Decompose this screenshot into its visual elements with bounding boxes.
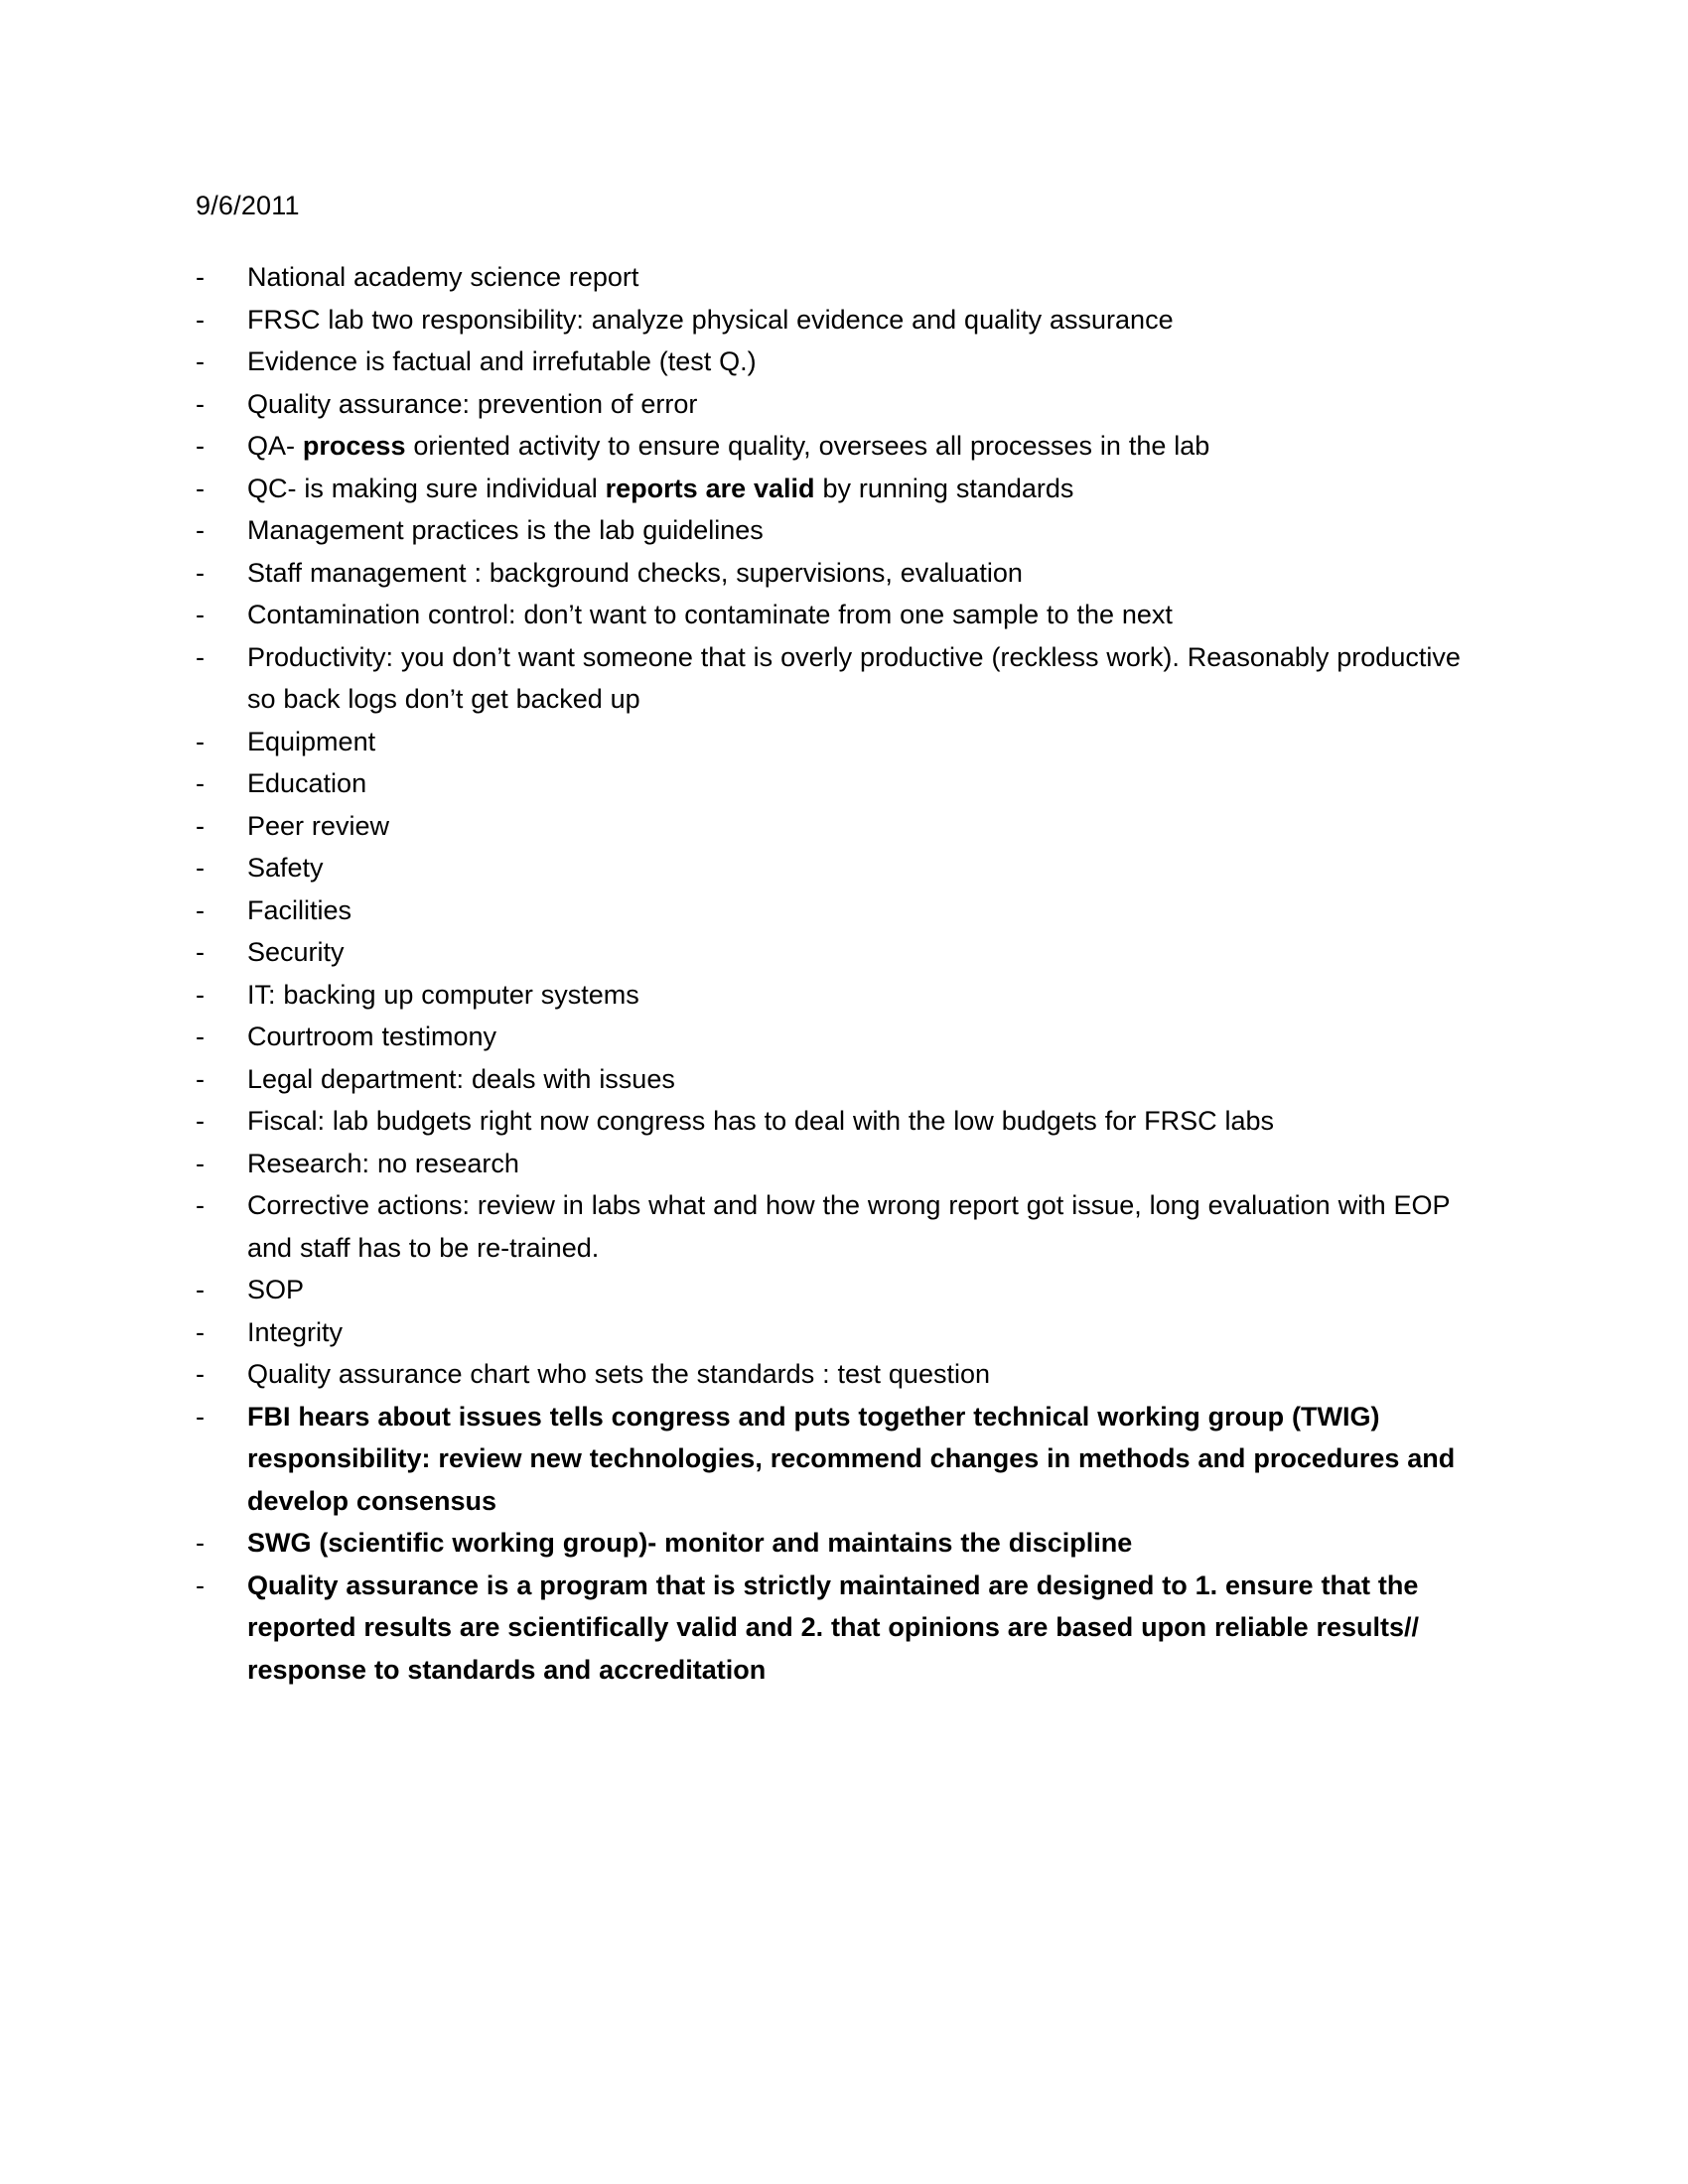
list-item xyxy=(196,1353,1477,1396)
list-item xyxy=(196,1058,1477,1101)
list-item-text: FBI hears about issues tells congress and puts together technical working group (TWIG) responsibility: review new technologies, recommend changes in methods and procedures and develop consensus xyxy=(247,1401,1456,1516)
bullet-marker: - xyxy=(196,937,205,967)
bullet-marker: - xyxy=(196,473,205,503)
list-item xyxy=(196,1522,1477,1565)
list-item-text: Facilities xyxy=(247,894,352,925)
bullet-marker: - xyxy=(196,1063,205,1094)
list-item xyxy=(196,1311,1477,1354)
list-item xyxy=(196,256,1477,299)
notes-list xyxy=(196,256,1477,1691)
bullet-marker: - xyxy=(196,979,205,1010)
list-item xyxy=(196,468,1477,510)
bullet-marker: - xyxy=(196,431,205,461)
list-item-text: Quality assurance: prevention of error xyxy=(247,388,698,419)
list-item-text: Management practices is the lab guidelines xyxy=(247,515,764,545)
list-item-text: Contamination control: don’t want to contaminate from one sample to the next xyxy=(247,600,1173,629)
list-item-text: SOP xyxy=(247,1275,305,1304)
list-item-text: Productivity: you don’t want someone that is overly productive (reckless work). Reasonably productive so back logs don’t get backed up xyxy=(247,641,1461,714)
bullet-marker: - xyxy=(196,1401,205,1432)
list-item-text: Fiscal: lab budgets right now congress has to deal with the low budgets for FRSC labs xyxy=(247,1106,1275,1136)
list-item xyxy=(196,509,1477,552)
list-item xyxy=(196,974,1477,1017)
bullet-marker: - xyxy=(196,1316,205,1347)
list-item xyxy=(196,847,1477,889)
list-item xyxy=(196,341,1477,383)
list-item xyxy=(196,721,1477,763)
list-item xyxy=(196,1100,1477,1143)
list-item xyxy=(196,1184,1477,1269)
bullet-marker: - xyxy=(196,1275,205,1304)
list-item xyxy=(196,425,1477,468)
bullet-marker: - xyxy=(196,600,205,629)
list-item xyxy=(196,1143,1477,1185)
bullet-marker: - xyxy=(196,515,205,545)
list-item-text: QA- process oriented activity to ensure quality, oversees all processes in the lab xyxy=(247,431,1210,461)
bullet-marker: - xyxy=(196,1528,205,1558)
document-date: 9/6/2011 xyxy=(196,191,300,220)
list-item xyxy=(196,1565,1477,1692)
list-item-text: QC- is making sure individual reports are valid by running standards xyxy=(247,473,1074,503)
bullet-marker: - xyxy=(196,346,205,376)
bullet-marker: - xyxy=(196,1190,205,1220)
list-item-text: Equipment xyxy=(247,726,376,756)
list-item-text: Staff management : background checks, supervisions, evaluation xyxy=(247,557,1023,588)
list-item xyxy=(196,1016,1477,1058)
list-item-text: SWG (scientific working group)- monitor and maintains the discipline xyxy=(247,1528,1133,1558)
bullet-marker: - xyxy=(196,557,205,588)
list-item-text: Security xyxy=(247,937,345,967)
list-item xyxy=(196,805,1477,848)
bullet-marker: - xyxy=(196,1022,205,1051)
list-item-text: Safety xyxy=(247,853,324,883)
bullet-marker: - xyxy=(196,304,205,335)
list-item xyxy=(196,1269,1477,1311)
list-item-text: FRSC lab two responsibility: analyze physical evidence and quality assurance xyxy=(247,304,1174,335)
list-item xyxy=(196,636,1477,721)
list-item xyxy=(196,1396,1477,1523)
list-item-text: Research: no research xyxy=(247,1148,519,1178)
bullet-marker: - xyxy=(196,1570,205,1600)
bullet-marker: - xyxy=(196,726,205,756)
bullet-marker: - xyxy=(196,810,205,841)
bullet-marker: - xyxy=(196,768,205,798)
list-item-text: Legal department: deals with issues xyxy=(247,1063,675,1094)
list-item-text: Education xyxy=(247,768,367,798)
list-item-text: Integrity xyxy=(247,1316,344,1347)
bullet-marker: - xyxy=(196,262,205,292)
list-item xyxy=(196,552,1477,595)
bullet-marker: - xyxy=(196,388,205,419)
bullet-marker: - xyxy=(196,894,205,925)
bullet-marker: - xyxy=(196,1359,205,1389)
list-item xyxy=(196,889,1477,932)
list-item-text: Corrective actions: review in labs what and how the wrong report got issue, long evaluation with EOP and staff has to be re-trained. xyxy=(247,1190,1451,1263)
list-item xyxy=(196,594,1477,636)
bullet-marker: - xyxy=(196,641,205,672)
list-item xyxy=(196,762,1477,805)
list-item-text: Quality assurance is a program that is strictly maintained are designed to 1. ensure that the reported results are scientifically valid and 2. that opinions are based upon reliable results// response to standards and accreditation xyxy=(247,1570,1420,1685)
list-item-text: National academy science report xyxy=(247,262,639,292)
list-item xyxy=(196,383,1477,426)
bullet-marker: - xyxy=(196,853,205,883)
list-item-text: IT: backing up computer systems xyxy=(247,979,639,1010)
list-item-text: Courtroom testimony xyxy=(247,1022,496,1051)
bullet-marker: - xyxy=(196,1148,205,1178)
bullet-marker: - xyxy=(196,1106,205,1136)
list-item-text: Peer review xyxy=(247,810,389,841)
list-item-text: Quality assurance chart who sets the standards : test question xyxy=(247,1359,990,1389)
list-item xyxy=(196,299,1477,341)
list-item xyxy=(196,931,1477,974)
list-item-text: Evidence is factual and irrefutable (test Q.) xyxy=(247,346,757,376)
